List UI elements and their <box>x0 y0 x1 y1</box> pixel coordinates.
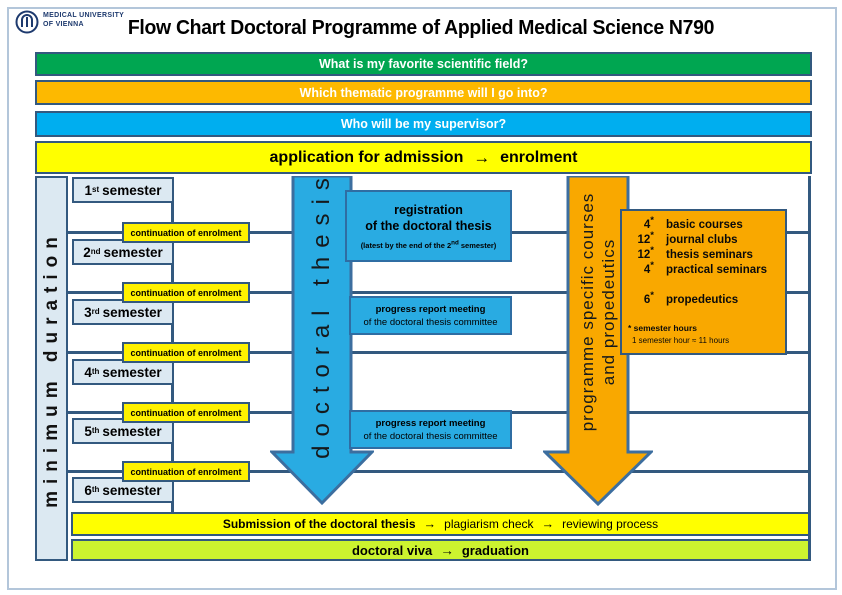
submission-bar <box>71 512 810 536</box>
right-arrow-icon: → <box>541 517 555 531</box>
semester-box-2: 2 nd semester <box>72 239 174 265</box>
admission-label: application for admission <box>269 148 464 166</box>
semester-3-num: 3 <box>84 304 92 320</box>
question-bar-field-label: What is my favorite scientific field? <box>318 57 529 71</box>
registration-note-suffix: semester) <box>458 240 497 250</box>
question-bar-field <box>35 52 812 76</box>
logo-line1: MEDICAL UNIVERSITY <box>43 12 125 19</box>
registration-note <box>361 241 497 250</box>
progress-1-line2: of the doctoral thesis committee <box>363 316 498 328</box>
logo-line2: OF VIENNA <box>43 20 84 28</box>
registration-line1: registration <box>394 202 463 217</box>
course-qty: 4* <box>643 260 654 276</box>
semester-1-num: 1 <box>84 182 93 198</box>
semester-box-4: 4 th semester <box>72 359 174 385</box>
enrolment-label: enrolment <box>500 148 578 166</box>
continuation-box-3: continuation of enrolment <box>122 342 250 363</box>
right-border-line <box>808 176 811 561</box>
semester-4-word: semester <box>102 364 162 380</box>
courses-footnote-1: * semester hours <box>628 323 697 333</box>
graduation-label: graduation <box>461 542 529 558</box>
semester-2-num: 2 <box>83 244 91 260</box>
courses-arrow-line2: and propedeutics <box>599 238 618 386</box>
question-bar-programme-label: Which thematic programme will I go into? <box>299 85 548 100</box>
page-title: Flow Chart Doctoral Programme of Applied Medical Science N790 <box>127 17 715 39</box>
course-label: basic courses <box>666 219 743 231</box>
continuation-box-1: continuation of enrolment <box>122 222 250 243</box>
doctoral-thesis-label: doctoral thesis <box>308 169 335 459</box>
courses-footnote-2: 1 semester hour ≈ 11 hours <box>632 336 730 345</box>
progress-1-line1: progress report meeting <box>375 303 486 315</box>
doctoral-viva-label: doctoral viva <box>351 542 433 558</box>
semester-5-word: semester <box>102 423 162 439</box>
registration-box <box>345 190 512 262</box>
courses-box <box>620 209 787 355</box>
semester-4-num: 4 <box>84 364 92 380</box>
submission-label: Submission of the doctoral thesis <box>222 517 416 531</box>
semester-3-word: semester <box>102 304 162 320</box>
course-qty: 6* <box>643 290 654 306</box>
courses-arrow-line1: programme specific courses <box>577 192 597 432</box>
semester-box-3: 3 rd semester <box>72 299 174 325</box>
course-label: thesis seminars <box>666 249 753 261</box>
progress-report-box-1 <box>349 296 512 335</box>
reviewing-process-label: reviewing process <box>562 517 659 531</box>
question-bar-supervisor-label: Who will be my supervisor? <box>340 117 507 131</box>
continuation-box-2: continuation of enrolment <box>122 282 250 303</box>
minimum-duration-label: minimum duration <box>40 229 62 508</box>
viva-bar <box>71 539 810 561</box>
right-arrow-icon: → <box>440 542 454 558</box>
course-label: practical seminars <box>666 264 768 276</box>
semester-box-6: 6 th semester <box>72 477 174 503</box>
registration-line2: of the doctoral thesis <box>365 218 492 233</box>
course-qty: 12* <box>637 245 654 261</box>
course-qty: 4* <box>643 215 654 231</box>
semester-6-num: 6 <box>84 482 92 498</box>
course-qty: 12* <box>637 230 654 246</box>
semester-6-word: semester <box>102 482 162 498</box>
semester-2-word: semester <box>103 244 163 260</box>
registration-note-prefix: (latest by the end of the 2 <box>360 240 452 250</box>
admission-bar <box>35 141 812 174</box>
question-bar-supervisor <box>35 111 812 137</box>
minimum-duration-rail <box>35 176 68 561</box>
course-row-propedeutics <box>628 290 777 308</box>
courses-arrow-label <box>577 193 620 432</box>
right-arrow-icon: → <box>473 147 491 167</box>
semester-box-5: 5 th semester <box>72 418 174 444</box>
semester-box-1: 1 st semester <box>72 177 174 203</box>
semester-5-num: 5 <box>84 423 92 439</box>
course-label: propedeutics <box>666 294 739 306</box>
registration-note-sup: nd <box>451 239 459 246</box>
progress-2-line1: progress report meeting <box>375 417 486 429</box>
semester-1-word: semester <box>102 182 162 198</box>
continuation-box-4: continuation of enrolment <box>122 402 250 423</box>
progress-2-line2: of the doctoral thesis committee <box>363 430 498 442</box>
course-row-practical <box>628 260 777 278</box>
right-arrow-icon: → <box>423 517 437 531</box>
course-label: journal clubs <box>666 234 738 246</box>
question-bar-programme <box>35 80 812 105</box>
continuation-box-5: continuation of enrolment <box>122 461 250 482</box>
plagiarism-check-label: plagiarism check <box>444 517 534 531</box>
progress-report-box-2 <box>349 410 512 449</box>
